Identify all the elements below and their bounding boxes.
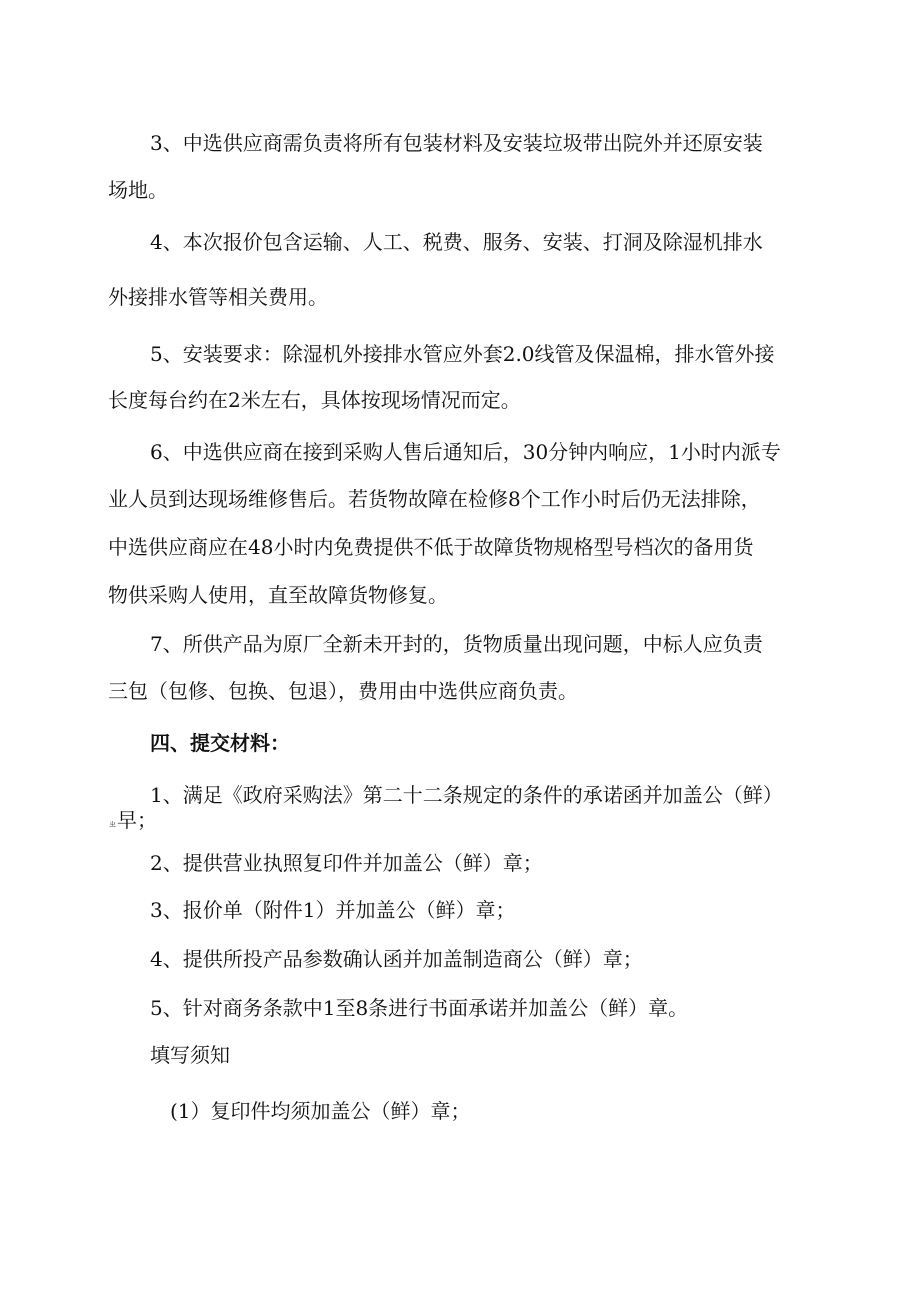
material-1-line2-text: 早；: [117, 808, 158, 832]
item6-line2: 业人员到达现场维修售后。若货物故障在检修8个工作小时后仍无法排除，: [108, 487, 761, 511]
notice-item-1: (1）复印件均须加盖公（鲜）章；: [170, 1099, 471, 1123]
item7-line2: 三包（包修、包换、包退），费用由中选供应商负责。: [108, 679, 578, 703]
material-3: 3、报价单（附件1）并加盖公（鲜）章；: [150, 898, 516, 922]
material-2: 2、提供营业执照复印件并加盖公（鲜）章；: [150, 851, 543, 875]
item3-line2: 场地。: [108, 178, 168, 202]
material-1-line2: [108, 806, 157, 839]
item7-line1: 7、所供产品为原厂全新未开封的，货物质量出现问题，中标人应负责: [150, 632, 763, 656]
section4-heading: 四、提交材料：: [150, 731, 290, 755]
item6-line1: 6、中选供应商在接到采购人售后通知后，30分钟内响应，1小时内派专: [150, 440, 781, 464]
item4-line1: 4、本次报价包含运输、人工、税费、服务、安装、打洞及除湿机排水: [150, 230, 763, 254]
material-5: 5、针对商务条款中1至8条进行书面承诺并加盖公（鲜）章。: [150, 996, 689, 1020]
item6-line4: 物供采购人使用，直至故障货物修复。: [108, 583, 448, 607]
item3-line1: 3、中选供应商需负责将所有包装材料及安装垃圾带出院外并还原安装: [150, 131, 763, 155]
material-4: 4、提供所投产品参数确认函并加盖制造商公（鲜）章；: [150, 947, 643, 971]
item5-line1: 5、安装要求：除湿机外接排水管应外套2.0线管及保温棉，排水管外接: [150, 342, 775, 366]
material-1-mark: ㄓ: [108, 820, 118, 830]
notice-heading: 填写须知: [150, 1043, 230, 1067]
material-1-line1: 1、满足《政府采购法》第二十二条规定的条件的承诺函并加盖公（鲜）: [150, 783, 783, 807]
item5-line2: 长度每台约在2米左右，具体按现场情况而定。: [108, 388, 521, 412]
item4-line2: 外接排水管等相关费用。: [108, 285, 328, 309]
item6-line3: 中选供应商应在48小时内免费提供不低于故障货物规格型号档次的备用货: [108, 535, 754, 559]
